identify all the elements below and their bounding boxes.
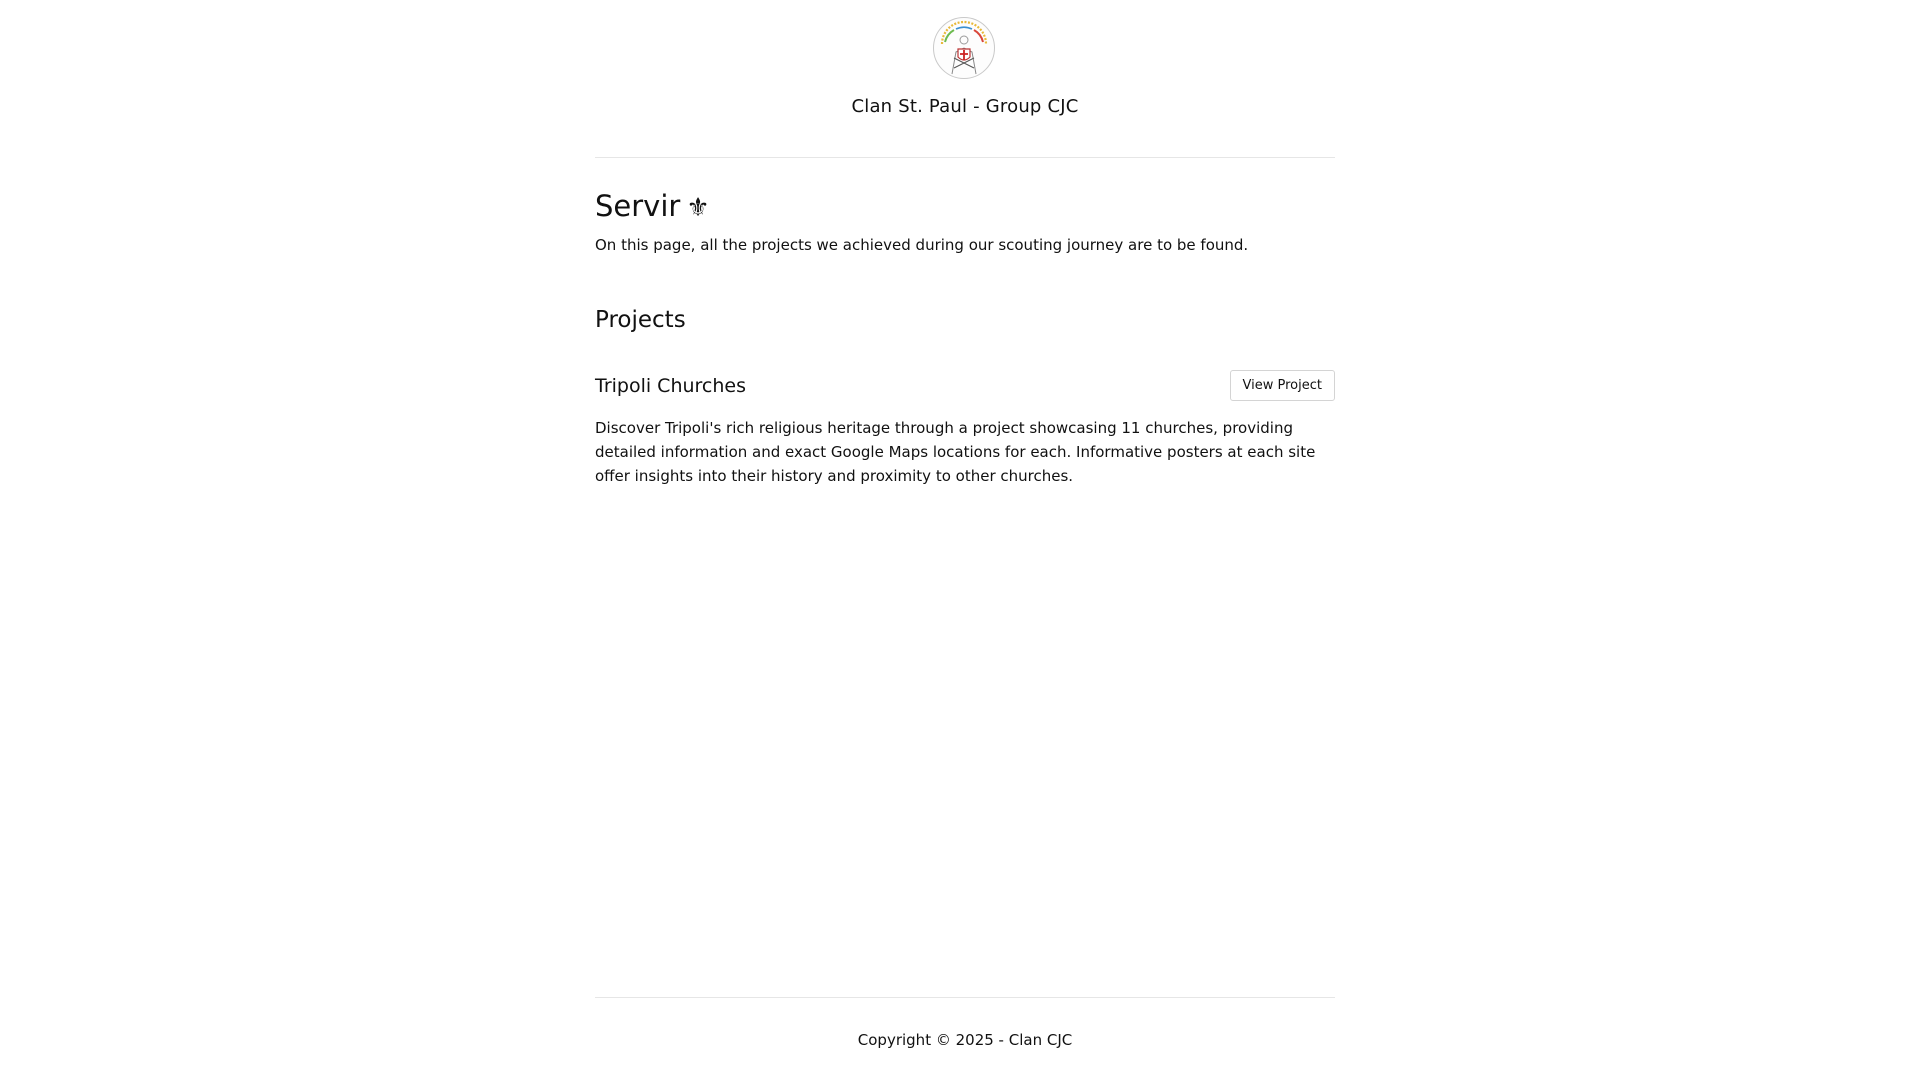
clan-logo-icon[interactable] <box>933 17 995 79</box>
site-header <box>0 0 1920 158</box>
footer-copyright: Copyright © 2025 - Clan CJC <box>857 1031 1073 1049</box>
projects-heading: Projects <box>595 307 686 333</box>
project-title: Tripoli Churches <box>595 375 747 397</box>
page-intro: On this page, all the projects we achieved during our scouting journey are to be found. <box>595 236 1249 254</box>
project-description: Discover Tripoli's rich religious heritage through a project showcasing 11 churches, providing detailed information and exact Google Maps locations for each. Informative posters at each site offer insights into their history and proximity to other churches. <box>595 419 1316 485</box>
view-project-button[interactable]: View Project <box>1230 370 1335 401</box>
site-title-link[interactable]: Clan St. Paul - Group CJC <box>851 96 1079 117</box>
footer-divider <box>595 997 1335 998</box>
project-card-header <box>595 370 1335 401</box>
fleur-de-lis-icon: ⚜ <box>686 193 710 223</box>
header-divider <box>595 157 1335 158</box>
page-title <box>595 186 710 228</box>
page-title-text: Servir <box>595 189 681 223</box>
